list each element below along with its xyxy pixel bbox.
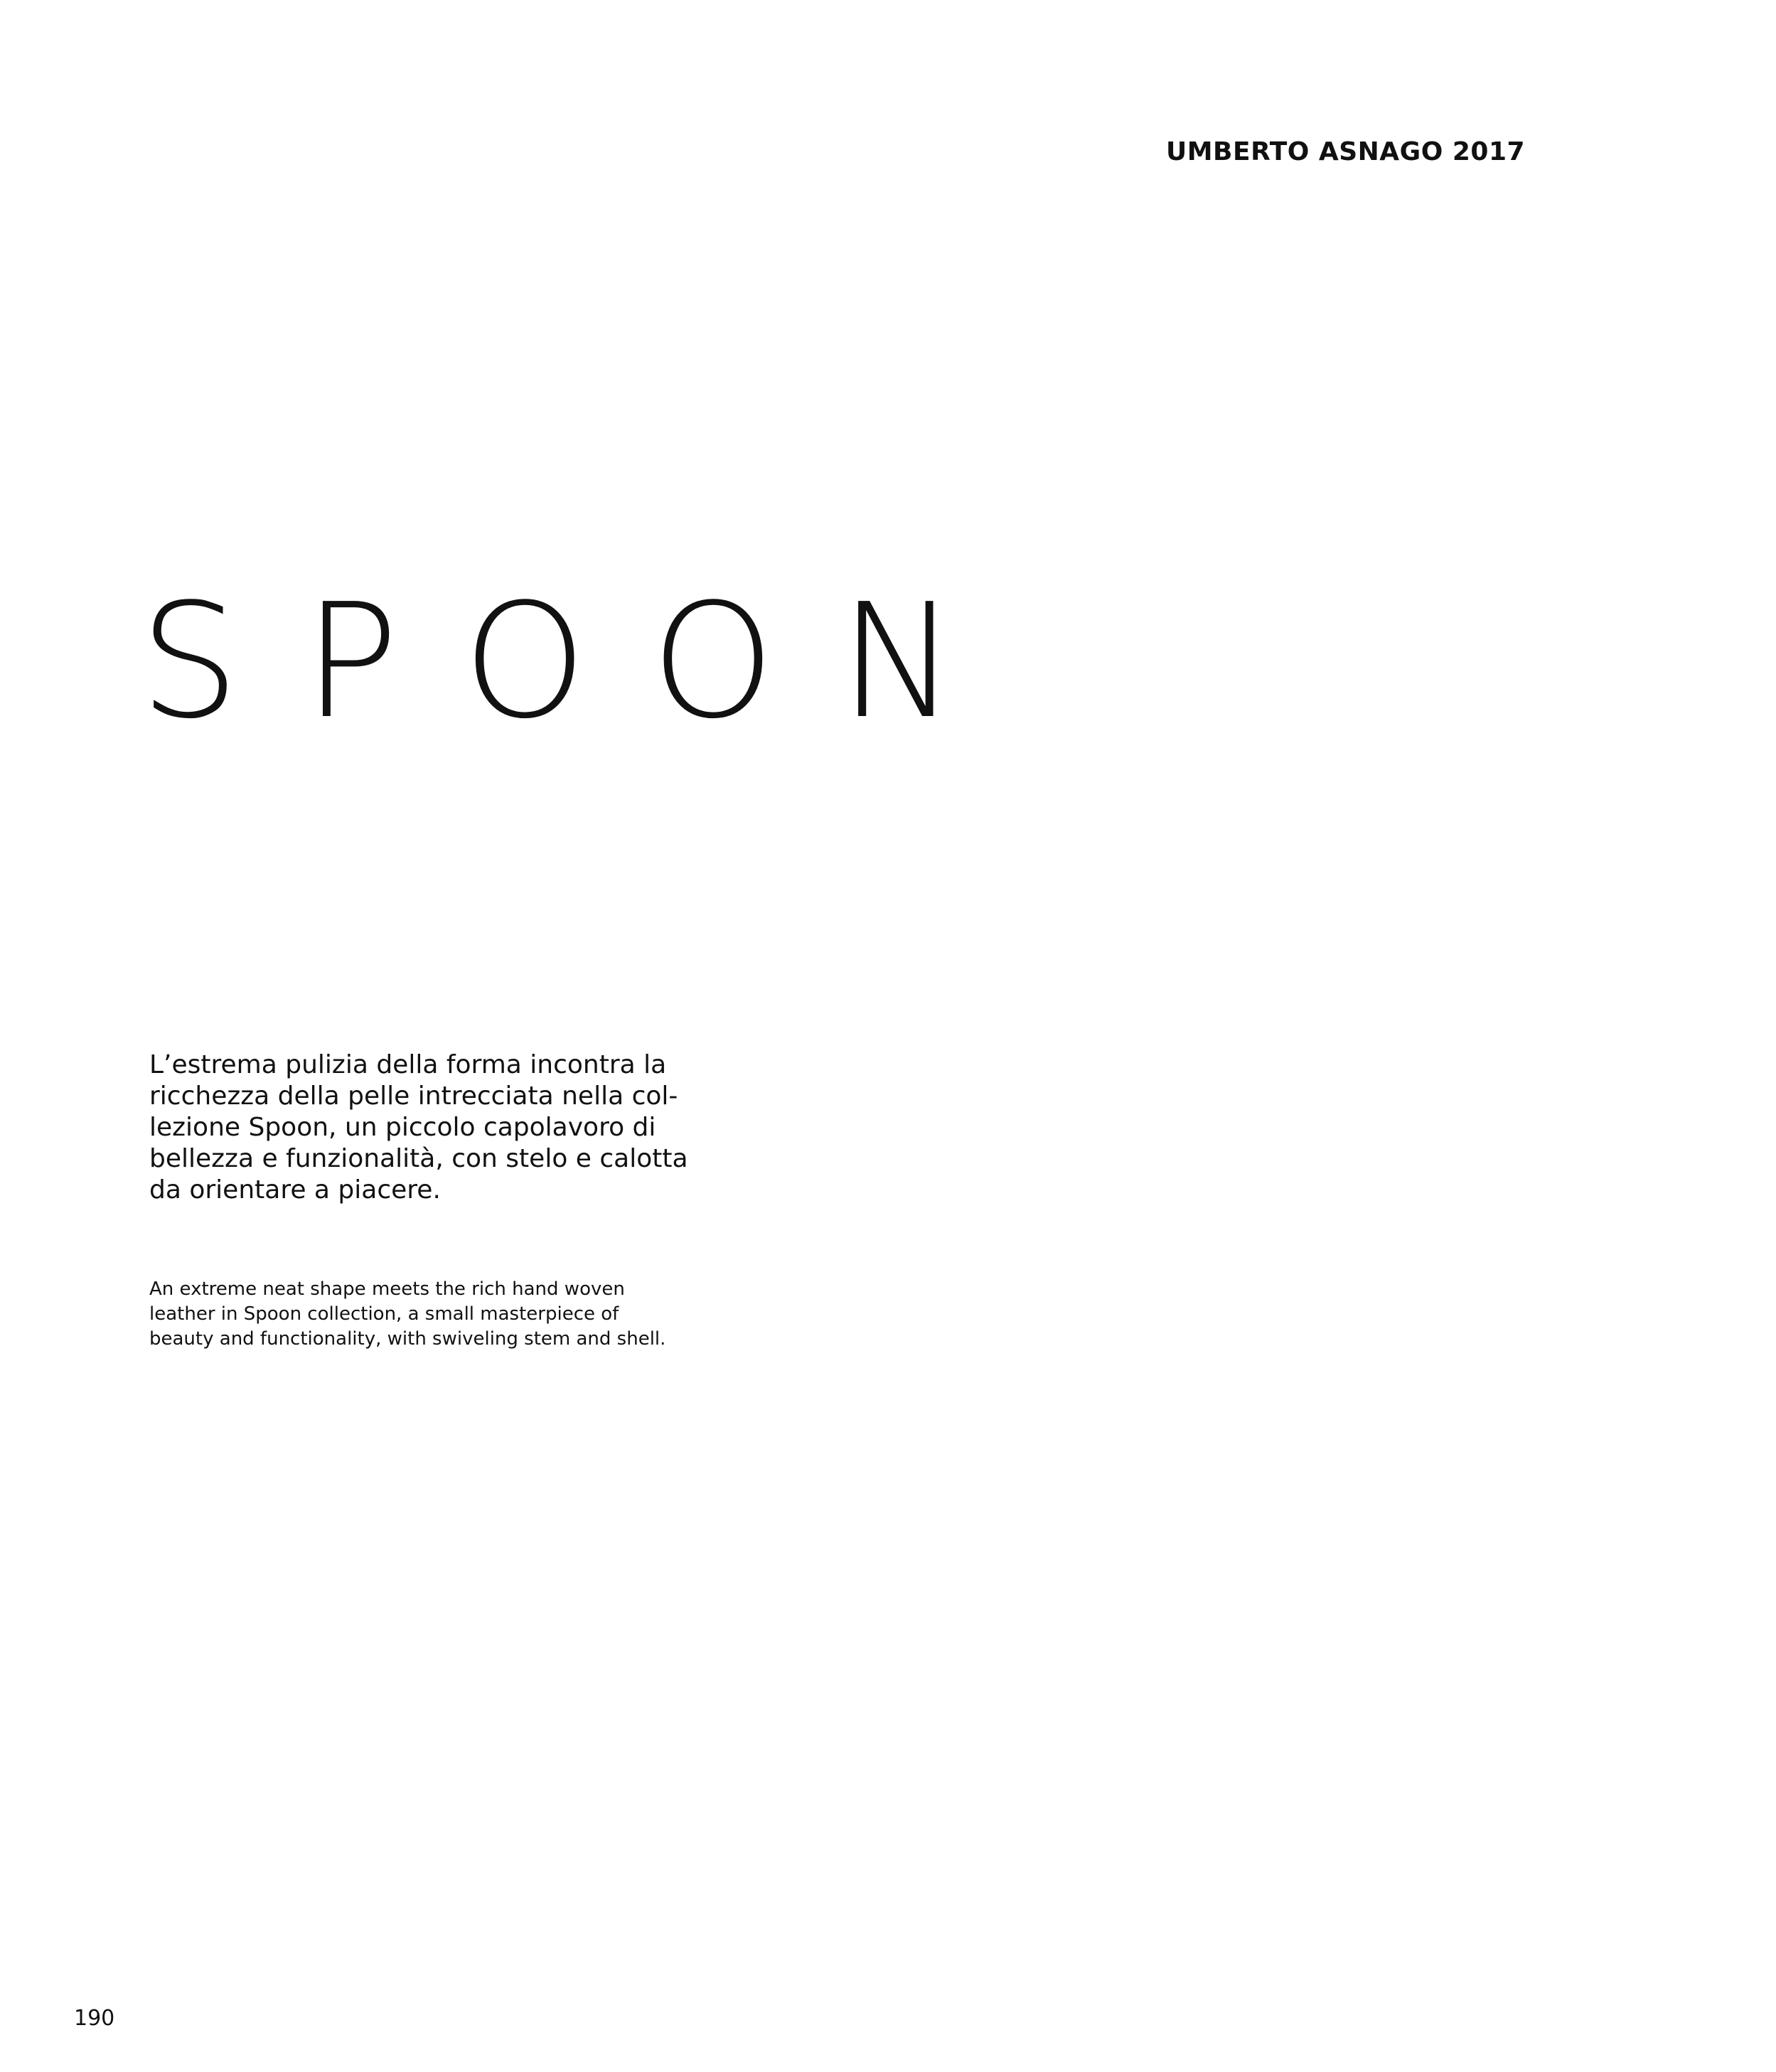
description-italian: L’estrema pulizia della forma incontra la ricchezza della pelle intrecciata nella col- lezione Spoon, un piccolo capolavoro di bellezza e funzionalità, con stelo e calotta da orientare a piacere. bbox=[149, 1050, 688, 1205]
description-english: An extreme neat shape meets the rich hand woven leather in Spoon collection, a small masterpiece of beauty and functionality, with swiveling stem and shell. bbox=[149, 1278, 666, 1350]
designer-year-header: UMBERTO ASNAGO 2017 bbox=[1166, 137, 1526, 166]
page-title: SPOON bbox=[139, 570, 1022, 754]
page-number: 190 bbox=[74, 2006, 115, 2031]
